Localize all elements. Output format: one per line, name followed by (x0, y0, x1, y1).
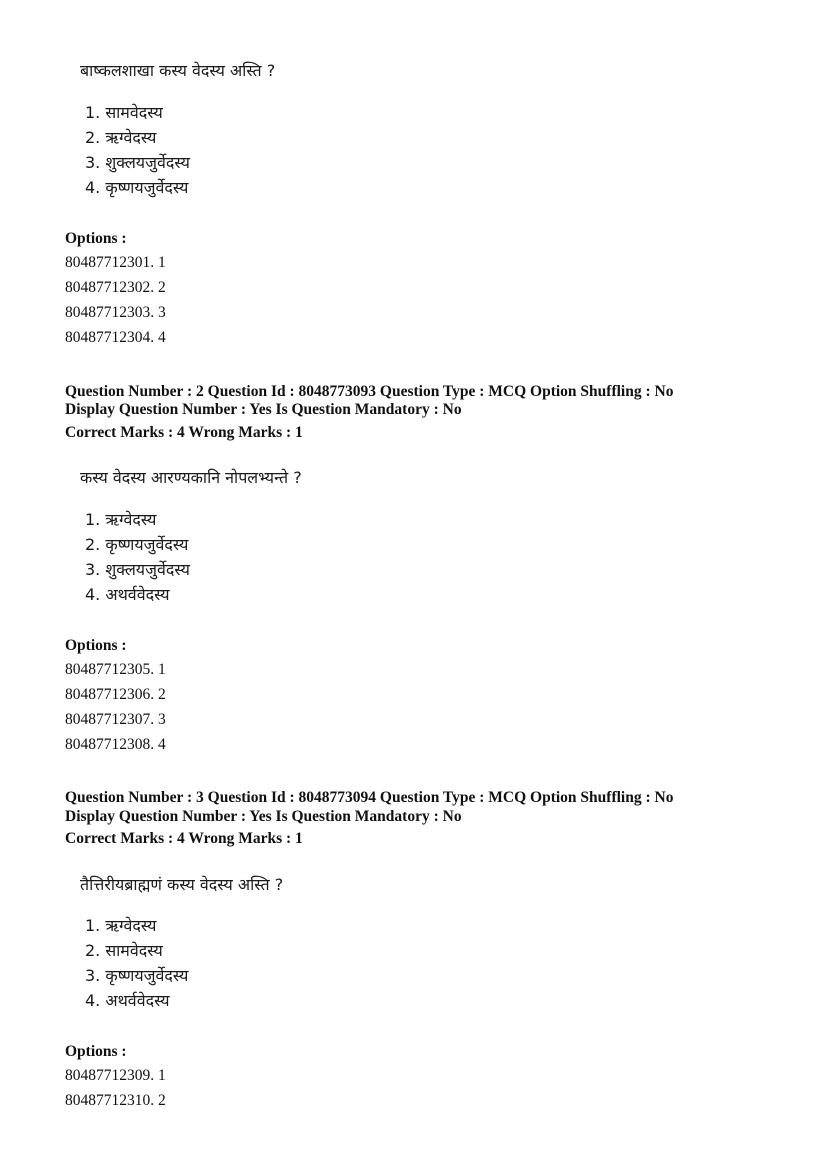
option-id: 80487712310. 2 (65, 1092, 166, 1109)
choice-item: 2. ऋग्वेदस्य (85, 128, 157, 147)
option-id: 80487712302. 2 (65, 279, 166, 296)
choice-item: 4. कृष्णयजुर्वेदस्य (85, 178, 189, 197)
choice-item: 4. अथर्ववेदस्य (85, 991, 170, 1010)
options-label: Options : (65, 1043, 127, 1060)
choice-item: 3. शुक्लयजुर्वेदस्य (85, 560, 190, 579)
choice-item: 3. शुक्लयजुर्वेदस्य (85, 153, 190, 172)
question-text: कस्य वेदस्य आरण्यकानि नोपलभ्यन्ते ? (80, 468, 302, 487)
option-id: 80487712305. 1 (65, 661, 166, 678)
options-label: Options : (65, 230, 127, 247)
choice-item: 2. सामवेदस्य (85, 941, 163, 960)
choice-item: 1. ऋग्वेदस्य (85, 916, 157, 935)
option-id: 80487712301. 1 (65, 254, 166, 271)
choice-item: 1. ऋग्वेदस्य (85, 510, 157, 529)
choice-item: 1. सामवेदस्य (85, 103, 163, 122)
question-meta-line: Display Question Number : Yes Is Question Mandatory : No (65, 401, 462, 418)
choice-item: 3. कृष्णयजुर्वेदस्य (85, 966, 189, 985)
question-meta-line: Display Question Number : Yes Is Question Mandatory : No (65, 808, 462, 825)
choice-item: 2. कृष्णयजुर्वेदस्य (85, 535, 189, 554)
question-meta-line: Question Number : 3 Question Id : 8048773094 Question Type : MCQ Option Shuffling : No (65, 789, 674, 806)
options-label: Options : (65, 637, 127, 654)
option-id: 80487712304. 4 (65, 329, 166, 346)
question-marks-line: Correct Marks : 4 Wrong Marks : 1 (65, 424, 303, 441)
question-marks-line: Correct Marks : 4 Wrong Marks : 1 (65, 830, 303, 847)
option-id: 80487712308. 4 (65, 736, 166, 753)
question-meta-line: Question Number : 2 Question Id : 8048773093 Question Type : MCQ Option Shuffling : No (65, 383, 674, 400)
option-id: 80487712307. 3 (65, 711, 166, 728)
option-id: 80487712309. 1 (65, 1067, 166, 1084)
question-text: बाष्कलशाखा कस्य वेदस्य अस्ति ? (80, 61, 276, 80)
question-text: तैत्तिरीयब्राह्मणं कस्य वेदस्य अस्ति ? (80, 875, 284, 894)
option-id: 80487712306. 2 (65, 686, 166, 703)
option-id: 80487712303. 3 (65, 304, 166, 321)
choice-item: 4. अथर्ववेदस्य (85, 585, 170, 604)
